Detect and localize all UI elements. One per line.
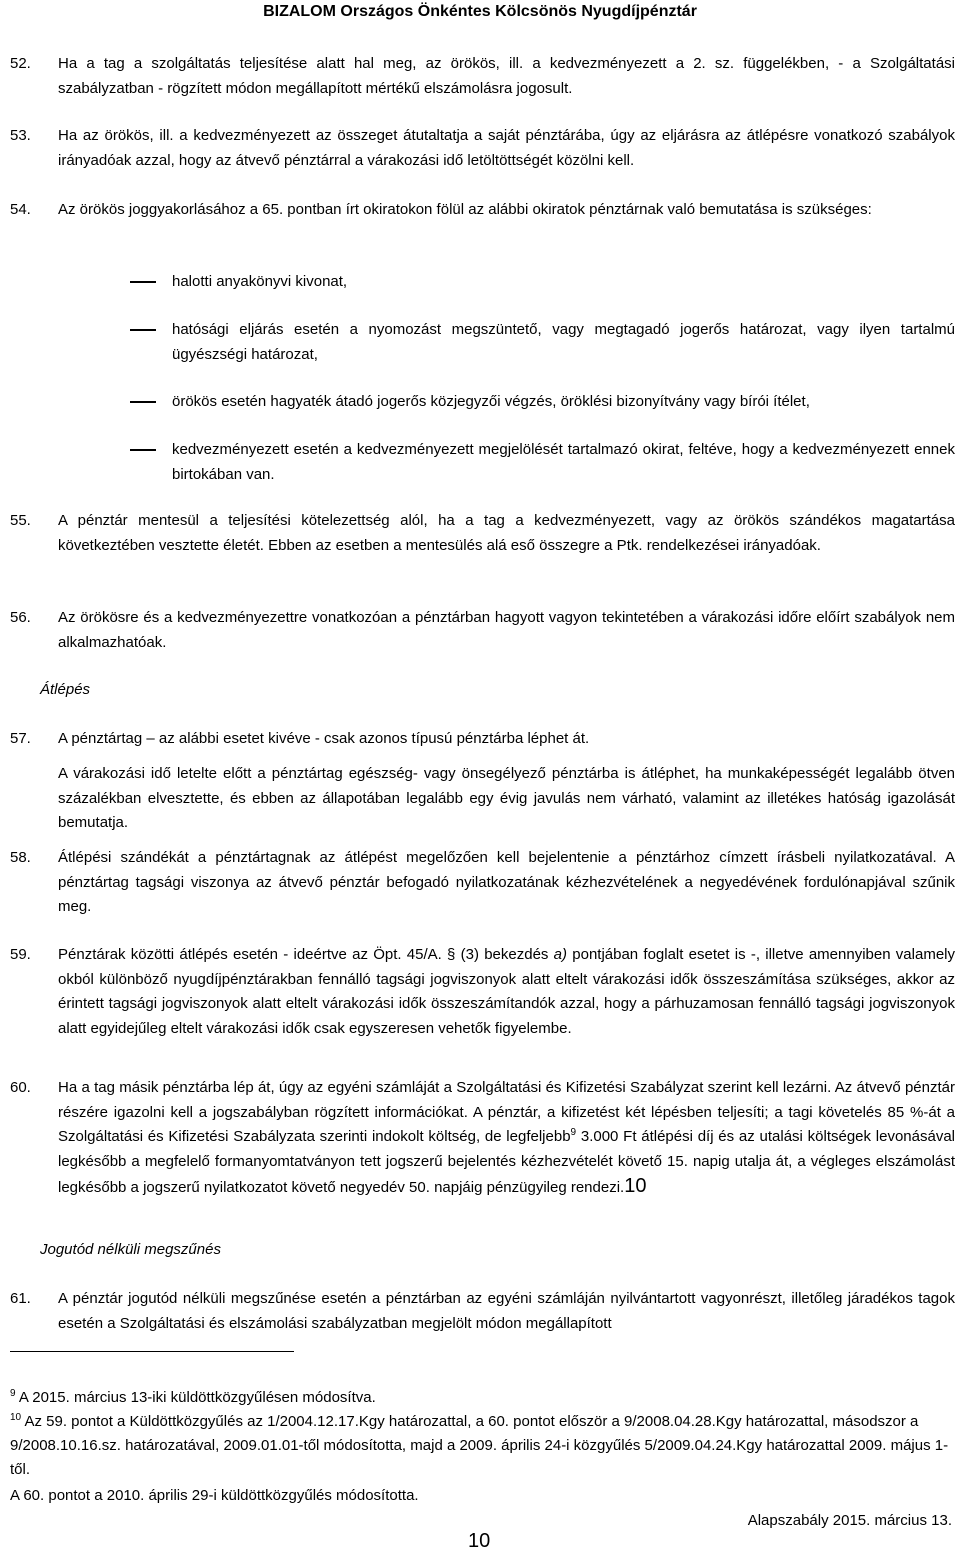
paragraph-text (58, 943, 955, 1041)
paragraph-number: 59. (10, 946, 31, 963)
paragraph-60 (10, 1076, 955, 1201)
dash-bullet (130, 401, 156, 403)
list-item (130, 270, 955, 295)
dash-bullet (130, 281, 156, 283)
paragraph-text: Az örökös joggyakorlásához a 65. pontban írt okiratokon fölül az alábbi okiratok pénztárnak való bemutatása is szükséges: (58, 201, 872, 218)
text-run: pontjában foglalt esetet is -, illetve amennyiben valamely okból különböző nyugdíjpénztárakban fennálló tagsági jogviszonyok alatt eltelt várakozási idők összeszámítása szükséges, akkor az érintett tagsági jogviszonyok alatt eltelt várakozási idők összeszámítandók azzal, hogy a párhuzamosan fennálló tagsági jogviszonyok alatt egyidejűleg eltelt várakozási idők csak egyszeresen vehetők figyelembe. (58, 946, 955, 1037)
paragraph-number: 52. (10, 55, 31, 72)
paragraph-56 (10, 606, 955, 655)
paragraph-55 (10, 509, 955, 558)
paragraph-number: 55. (10, 512, 31, 529)
paragraph-text: A pénztártag – az alábbi esetet kivéve - csak azonos típusú pénztárba léphet át. (58, 730, 590, 747)
paragraph-57-continuation (10, 762, 955, 836)
page-header: BIZALOM Országos Önkéntes Kölcsönös Nyugdíjpénztár (263, 3, 697, 20)
page-number: 10 (468, 1530, 491, 1552)
footnote-mark: 10 (10, 1412, 22, 1423)
text-run: Pénztárak közötti átlépés esetén - ideértve az Öpt. 45/A. § (3) bekezdés (58, 946, 554, 963)
list-item-text: halotti anyakönyvi kivonat, (172, 273, 348, 290)
paragraph-52 (10, 52, 955, 101)
paragraph-number: 57. (10, 730, 31, 747)
list-item-text: kedvezményezett esetén a kedvezményezett megjelölését tartalmazó okirat, feltéve, hogy a kedvezményezett ennek birtokában van. (172, 441, 955, 483)
paragraph-number: 61. (10, 1290, 31, 1307)
footnote-extra: A 60. pontot a 2010. április 29-i küldöttközgyűlés módosította. (10, 1487, 419, 1504)
list-item (130, 390, 955, 415)
paragraph-text: Átlépési szándékát a pénztártagnak az átlépést megelőzően kell bejelentenie a pénztárhoz címzett írásbeli nyilatkozatával. A pénztártag tagsági viszonya az átvevő pénztár befogadó nyilatkozatának kézhezvételének a negyedévének fordulónapjával szűnik meg. (58, 849, 955, 915)
dash-bullet (130, 449, 156, 451)
paragraph-text: A pénztár jogutód nélküli megszűnése esetén a pénztárban az egyéni számláján nyilvántartott vagyonrészt, illetőleg járadékos tagok esetén a Szolgáltatási és elszámolási szabályzatban megjelölt módon megállapított (58, 1290, 955, 1332)
text-run: Ha a tag másik pénztárba lép át, úgy az egyéni számláját a Szolgáltatási és Kifizetési Szabályzat szerint kell lezárni. Az átvevő pénztár részére igazolni kell a jogszabályban rögzített információkat. A pénztár, a kifizetést két lépésben teljesíti; a tagi követelés 85 %-át a Szolgáltatási és Kifizetési Szabályzata szerinti indokolt költség, de legfeljebb (58, 1079, 955, 1145)
footer-document-date: Alapszabály 2015. március 13. (747, 1512, 952, 1529)
footnote-ref-10: 10 (624, 1175, 647, 1197)
footnote-mark: 9 (10, 1388, 16, 1399)
footnote-text: A 2015. március 13-iki küldöttközgyűlésen módosítva. (15, 1389, 376, 1406)
paragraph-number: 58. (10, 849, 31, 866)
list-item-text: hatósági eljárás esetén a nyomozást megszüntető, vagy megtagadó jogerős határozat, vagy ilyen tartalmú ügyészségi határozat, (172, 321, 955, 363)
paragraph-text: A várakozási idő letelte előtt a pénztártag egészség- vagy önsegélyező pénztárba is átléphet, ha munkaképességét legalább ötven százalékban elvesztette, és ebben az állapotában legalább egy évig javulás nem várható, valamint az illetékes hatóság igazolását bemutatja. (58, 765, 955, 831)
footnote-text: Az 59. pontot a Küldöttközgyűlés az 1/2004.12.17.Kgy határozattal, a 60. pontot először a 9/2008.04.28.Kgy határozattal, másodszor a 9/2008.10.16.sz. határozatával, 2009.01.01-től módosította, majd a 2009. április 24-i közgyűlés 5/2009.04.24.Kgy határozattal 2009. május 1-től. (10, 1413, 949, 1478)
paragraph-text (58, 1076, 955, 1201)
section-heading-jogutod: Jogutód nélküli megszűnés (40, 1241, 221, 1258)
footnote-10 (10, 1410, 955, 1482)
list-item (130, 438, 955, 487)
footnote-9 (10, 1386, 955, 1410)
text-run: 3.000 Ft átlépési díj és az utalási költségek levonásával legkésőbb a megfelelő formanyomtatványon tett jogszerű bejelentés kézhezvételét követő 15. napig utalja át, a végleges elszámolást legkésőbb a jogszerű nyilatkozatot követő negyedév 50. napjáig pénzügyileg rendezi. (58, 1128, 955, 1196)
paragraph-57 (10, 727, 955, 752)
paragraph-number: 54. (10, 201, 31, 218)
paragraph-text: Az örökösre és a kedvezményezettre vonatkozóan a pénztárban hagyott vagyon tekintetében a várakozási időre előírt szabályok nem alkalmazhatóak. (58, 609, 955, 651)
footnote-ref-9: 9 (570, 1127, 577, 1138)
footnote-separator (10, 1351, 294, 1352)
paragraph-text: Ha a tag a szolgáltatás teljesítése alatt hal meg, az örökös, ill. a kedvezményezett a 2. sz. függelékben, - a Szolgáltatási szabályzatban - rögzített módon megállapított mértékű elszámolásra jogosult. (58, 55, 955, 97)
paragraph-text: A pénztár mentesül a teljesítési kötelezettség alól, ha a tag a kedvezményezett, vagy az örökös szándékos magatartása következtében vesztette életét. Ebben az esetben a mentesülés alá eső összegre a Ptk. rendelkezései irányadóak. (58, 512, 955, 554)
paragraph-53 (10, 124, 955, 173)
paragraph-54 (10, 198, 955, 223)
paragraph-text: Ha az örökös, ill. a kedvezményezett az összeget átutaltatja a saját pénztárába, úgy az eljárásra az átlépésre vonatkozó szabályok irányadóak azzal, hogy az átvevő pénztárral a várakozási idő letöltöttségét közölni kell. (58, 127, 955, 169)
paragraph-59 (10, 943, 955, 1041)
paragraph-number: 60. (10, 1079, 31, 1096)
paragraph-number: 56. (10, 609, 31, 626)
list-item (130, 318, 955, 367)
section-heading-atlepes: Átlépés (40, 681, 91, 698)
italic-reference: a) (553, 946, 568, 963)
list-item-text: örökös esetén hagyaték átadó jogerős közjegyzői végzés, öröklési bizonyítvány vagy bírói ítélet, (172, 393, 810, 410)
paragraph-61 (10, 1287, 955, 1336)
dash-bullet (130, 329, 156, 331)
paragraph-58 (10, 846, 955, 920)
paragraph-number: 53. (10, 127, 31, 144)
